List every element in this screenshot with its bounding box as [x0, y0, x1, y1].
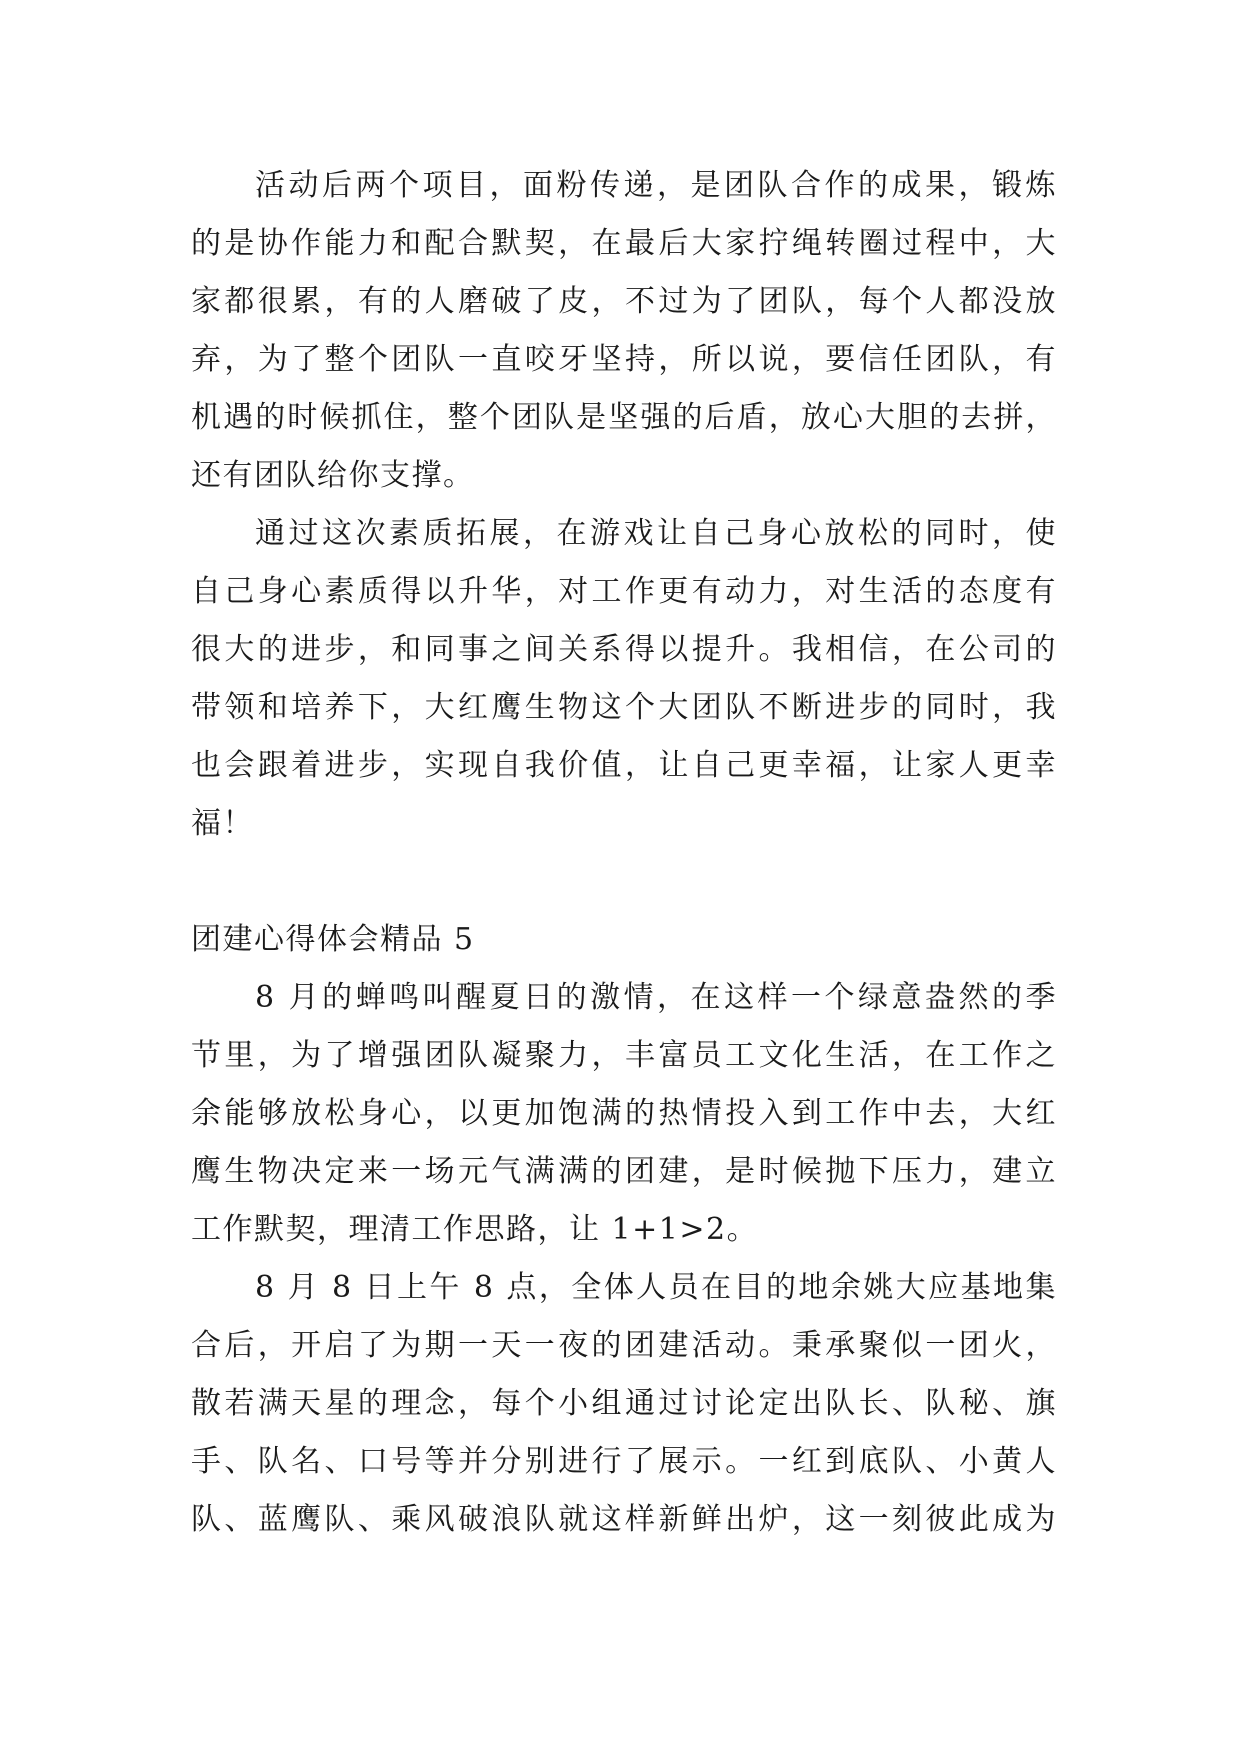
paragraph-line: 机遇的时候抓住，整个团队是坚强的后盾，放心大胆的去拼，: [191, 400, 1057, 435]
paragraph-line: 的是协作能力和配合默契，在最后大家拧绳转圈过程中，大: [191, 226, 1057, 261]
paragraph-line: 手、队名、口号等并分别进行了展示。一红到底队、小黄人: [191, 1444, 1057, 1479]
paragraph-line: 带领和培养下，大红鹰生物这个大团队不断进步的同时，我: [191, 690, 1057, 725]
paragraph-line: 还有团队给你支撑。: [191, 458, 475, 493]
paragraph-line: 8 月的蝉鸣叫醒夏日的激情，在这样一个绿意盎然的季: [255, 980, 1057, 1015]
paragraph-line: 余能够放松身心，以更加饱满的热情投入到工作中去，大红: [191, 1096, 1057, 1131]
paragraph-line: 8 月 8 日上午 8 点，全体人员在目的地余姚大应基地集: [255, 1270, 1057, 1305]
paragraph-line: 自己身心素质得以升华，对工作更有动力，对生活的态度有: [191, 574, 1057, 609]
paragraph-line: 很大的进步，和同事之间关系得以提升。我相信，在公司的: [191, 632, 1057, 667]
paragraph-line: 活动后两个项目，面粉传递，是团队合作的成果，锻炼: [255, 168, 1057, 203]
paragraph-line: 也会跟着进步，实现自我价值，让自己更幸福，让家人更幸: [191, 748, 1057, 783]
paragraph-line: 家都很累，有的人磨破了皮，不过为了团队，每个人都没放: [191, 284, 1057, 319]
paragraph-line: 队、蓝鹰队、乘风破浪队就这样新鲜出炉，这一刻彼此成为: [191, 1502, 1057, 1537]
paragraph-line: 节里，为了增强团队凝聚力，丰富员工文化生活，在工作之: [191, 1038, 1057, 1073]
paragraph-line: 合后，开启了为期一天一夜的团建活动。秉承聚似一团火，: [191, 1328, 1057, 1363]
paragraph-line: 通过这次素质拓展，在游戏让自己身心放松的同时，使: [255, 516, 1057, 551]
paragraph-line: 散若满天星的理念，每个小组通过讨论定出队长、队秘、旗: [191, 1386, 1057, 1421]
section-title: 团建心得体会精品 5: [191, 922, 475, 957]
paragraph-line: 弃，为了整个团队一直咬牙坚持，所以说，要信任团队，有: [191, 342, 1057, 377]
paragraph-line: 工作默契，理清工作思路，让 1+1>2。: [191, 1212, 759, 1247]
paragraph-line: 鹰生物决定来一场元气满满的团建，是时候抛下压力，建立: [191, 1154, 1057, 1189]
paragraph-line: 福！: [191, 806, 254, 841]
